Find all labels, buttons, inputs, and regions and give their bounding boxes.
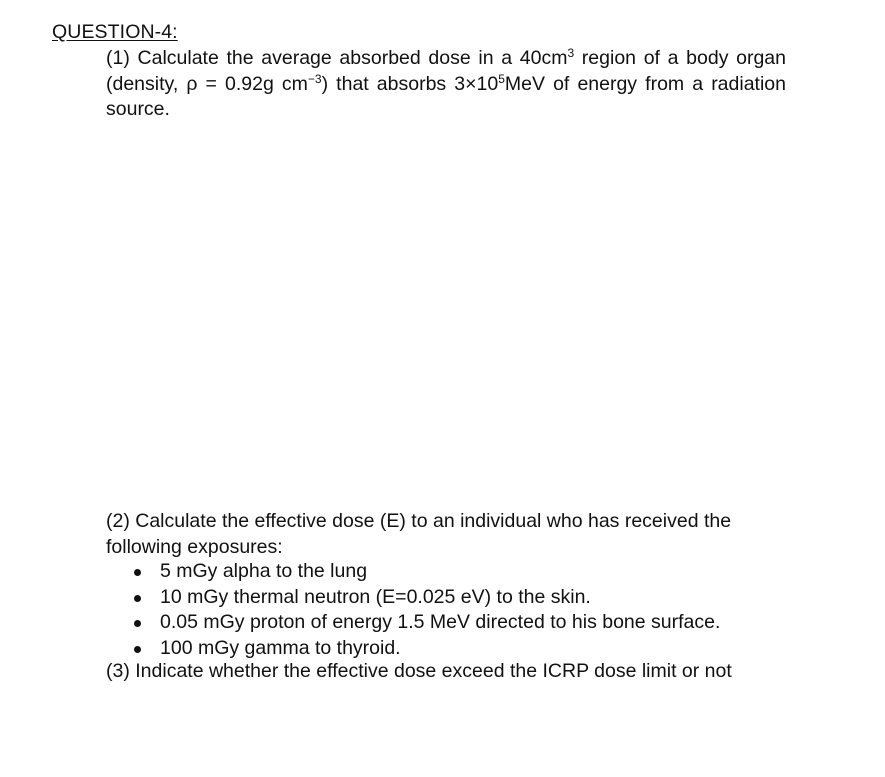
question-heading: QUESTION-4: xyxy=(52,21,178,43)
exponent-superscript: 5 xyxy=(498,71,505,86)
part-1-text-a: (1) Calculate the average absorbed dose in a 40cm xyxy=(106,47,568,69)
bullet-icon xyxy=(134,595,141,602)
part-1-text-b: region of a body organ (density, ρ = 0.92g cm xyxy=(106,47,786,95)
bullet-icon xyxy=(134,620,141,627)
part-1-text-c: ) that absorbs 3×10 xyxy=(321,72,499,95)
exposure-text: 10 mGy thermal neutron (E=0.025 eV) to the skin. xyxy=(160,585,591,608)
question-part-2-intro: (2) Calculate the effective dose (E) to an individual who has received the following exposures: xyxy=(106,510,732,558)
exposure-text: 100 mGy gamma to thyroid. xyxy=(160,636,401,659)
inverse-cubic-superscript: −3 xyxy=(307,71,322,86)
exposure-text: 0.05 mGy proton of energy 1.5 MeV directed to his bone surface. xyxy=(160,611,721,633)
exposure-list xyxy=(132,559,720,661)
cubic-superscript: 3 xyxy=(567,46,575,60)
part-1-text-d: MeV of energy from a radiation source. xyxy=(106,72,786,120)
exposure-text: 5 mGy alpha to the lung xyxy=(160,560,368,582)
list-item xyxy=(132,585,720,611)
question-part-3: (3) Indicate whether the effective dose exceed the ICRP dose limit or not xyxy=(106,660,732,682)
list-item xyxy=(132,636,720,662)
list-item xyxy=(132,559,720,585)
list-item xyxy=(132,610,720,636)
bullet-icon xyxy=(134,569,141,576)
question-part-1 xyxy=(106,46,786,123)
bullet-icon xyxy=(134,646,141,653)
